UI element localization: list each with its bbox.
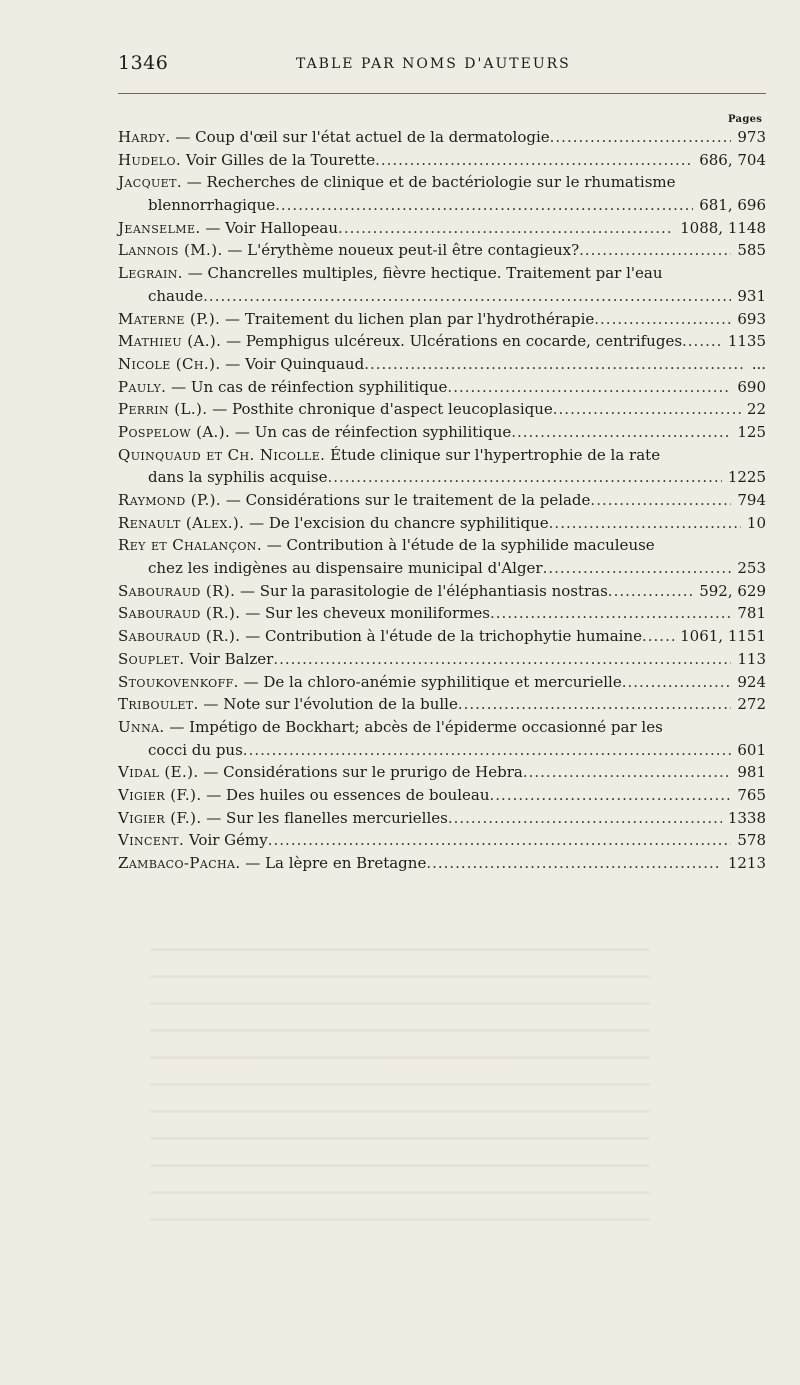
index-entry <box>118 784 766 807</box>
entry-title-continued: blennorrhagique <box>148 196 276 215</box>
entry-pages: 10 <box>746 513 766 532</box>
entry-title: Voir Balzer <box>184 649 274 668</box>
entry-pages: 931 <box>737 286 766 305</box>
entry-author: Jeanselme. <box>118 218 201 237</box>
entry-author: Sabouraud (R.). <box>118 604 241 623</box>
index-entry <box>118 829 766 852</box>
entry-title: — Pemphigus ulcéreux. Ulcérations en cocarde, centrifuges <box>221 332 683 351</box>
dot-leader <box>490 784 732 807</box>
entry-author: Vigier (F.). <box>118 785 202 804</box>
entry-pages: 1213 <box>727 854 766 872</box>
index-entry <box>118 171 766 194</box>
index-entry <box>118 512 766 535</box>
entry-title-continued: chez les indigènes au dispensaire municipal d'Alger <box>148 559 543 578</box>
entry-author: Vidal (E.). <box>118 763 199 782</box>
entry-author: Jacquet. <box>118 173 182 192</box>
author-index <box>118 126 766 875</box>
dot-leader <box>243 739 732 762</box>
dot-leader <box>203 285 731 308</box>
entry-pages: 1088, 1148 <box>680 218 766 237</box>
entry-author: Souplet. <box>118 649 185 668</box>
dot-leader <box>490 602 731 625</box>
entry-title: — Traitement du lichen plan par l'hydrothérapie <box>220 309 595 328</box>
dot-leader <box>553 398 741 421</box>
dot-leader <box>364 353 746 376</box>
dot-leader <box>550 126 732 149</box>
entry-author: Unna. <box>118 717 165 736</box>
dot-leader <box>622 671 732 694</box>
entry-pages: ... <box>751 354 766 373</box>
index-entry <box>118 671 766 694</box>
dot-leader <box>594 308 731 331</box>
index-entry <box>118 716 766 739</box>
entry-author: Triboulet. <box>118 695 199 714</box>
dot-leader <box>511 421 731 444</box>
entry-author: Lannois (M.). <box>118 241 223 260</box>
entry-pages: 973 <box>737 128 766 146</box>
dot-leader <box>273 648 731 671</box>
entry-pages: 113 <box>737 649 766 668</box>
entry-pages: 1225 <box>727 468 766 487</box>
dot-leader <box>543 557 732 580</box>
index-entry <box>118 421 766 444</box>
index-entry-continuation <box>118 285 766 308</box>
index-entry-continuation <box>118 194 766 217</box>
entry-author: Vigier (F.). <box>118 808 202 827</box>
dot-leader <box>448 807 722 830</box>
entry-title: — Chancrelles multiples, fièvre hectique. Traitement par l'eau <box>182 264 663 283</box>
entry-title: — Contribution à l'étude de la syphilide maculeuse <box>262 536 655 555</box>
entry-pages: 981 <box>737 763 766 782</box>
entry-title: — De l'excision du chancre syphilitique <box>244 513 549 532</box>
entry-pages: 592, 629 <box>699 581 766 600</box>
dot-leader <box>579 239 731 262</box>
entry-author: Materne (P.). <box>118 309 221 328</box>
entry-pages: 585 <box>737 241 766 260</box>
entry-author: Hardy. <box>118 128 171 146</box>
entry-title: — Coup d'œil sur l'état actuel de la dermatologie <box>170 128 550 146</box>
entry-title-continued: cocci du pus <box>148 740 243 759</box>
index-entry <box>118 444 766 467</box>
entry-title: — Des huiles ou essences de bouleau <box>201 785 490 804</box>
entry-title: — Impétigo de Bockhart; abcès de l'épiderme occasionné par les <box>164 717 663 736</box>
dot-leader <box>375 149 693 172</box>
entry-pages: 690 <box>737 377 766 396</box>
entry-title: — Un cas de réinfection syphilitique <box>230 422 512 441</box>
dot-leader <box>590 489 731 512</box>
index-entry <box>118 262 766 285</box>
index-entry <box>118 489 766 512</box>
entry-pages: 681, 696 <box>699 196 766 215</box>
entry-title-continued: chaude <box>148 286 204 305</box>
index-entry-continuation <box>118 557 766 580</box>
entry-author: Sabouraud (R). <box>118 581 236 600</box>
entry-title: — De la chloro-anémie syphilitique et mercurielle <box>238 672 622 691</box>
entry-pages: 578 <box>737 831 766 850</box>
index-entry <box>118 330 766 353</box>
entry-author: Sabouraud (R.). <box>118 627 241 646</box>
entry-pages: 1061, 1151 <box>680 627 766 646</box>
page-number: 1346 <box>118 52 169 74</box>
entry-author: Renault (Alex.). <box>118 513 245 532</box>
dot-leader <box>608 580 693 603</box>
index-entry-continuation <box>118 466 766 489</box>
entry-pages: 253 <box>737 559 766 578</box>
entry-author: Legrain. <box>118 264 183 283</box>
entry-title: — Voir Quinquaud <box>220 354 365 373</box>
show-through-text <box>150 930 650 1230</box>
entry-pages: 924 <box>737 672 766 691</box>
index-entry <box>118 807 766 830</box>
dot-leader <box>268 829 732 852</box>
dot-leader <box>549 512 741 535</box>
index-entry <box>118 239 766 262</box>
index-entry <box>118 398 766 421</box>
dot-leader <box>447 376 731 399</box>
index-entry <box>118 648 766 671</box>
entry-title: — Recherches de clinique et de bactériologie sur le rhumatisme <box>182 173 676 192</box>
index-entry <box>118 376 766 399</box>
index-entry <box>118 534 766 557</box>
entry-pages: 693 <box>737 309 766 328</box>
pages-column-label: Pages <box>728 114 763 125</box>
entry-title: — L'érythème noueux peut-il être contagieux? <box>222 241 580 260</box>
entry-pages: 601 <box>737 740 766 759</box>
entry-author: Perrin (L.). <box>118 400 208 419</box>
entry-title: Voir Gémy <box>184 831 268 850</box>
dot-leader <box>642 625 674 648</box>
entry-author: Mathieu (A.). <box>118 332 222 351</box>
entry-title: Voir Gilles de la Tourette <box>181 150 376 169</box>
index-entry <box>118 308 766 331</box>
entry-author: Stoukovenkoff. <box>118 672 239 691</box>
entry-author: Pauly. <box>118 377 167 396</box>
entry-title: — La lèpre en Bretagne <box>240 854 427 872</box>
entry-title: — Note sur l'évolution de la bulle <box>198 695 458 714</box>
entry-pages: 1135 <box>727 332 766 351</box>
dot-leader <box>338 217 674 240</box>
running-title: TABLE PAR NOMS D'AUTEURS <box>296 56 571 72</box>
entry-pages: 794 <box>737 491 766 509</box>
entry-pages: 765 <box>737 785 766 804</box>
entry-title: — Considérations sur le traitement de la pelade <box>221 491 591 509</box>
index-entry <box>118 217 766 240</box>
index-entry <box>118 602 766 625</box>
index-entry <box>118 126 766 149</box>
dot-leader <box>523 761 732 784</box>
entry-title: Étude clinique sur l'hypertrophie de la rate <box>325 445 661 464</box>
page-header <box>118 52 718 82</box>
entry-title: — Sur la parasitologie de l'éléphantiasis nostras <box>235 581 608 600</box>
entry-author: Hudelo. <box>118 150 182 169</box>
entry-author: Nicole (Ch.). <box>118 354 221 373</box>
header-rule <box>118 93 766 94</box>
entry-title: — Considérations sur le prurigo de Hebra <box>198 763 523 782</box>
entry-pages: 686, 704 <box>699 150 766 169</box>
entry-pages: 272 <box>737 695 766 714</box>
entry-author: Zambaco-Pacha. <box>118 854 241 872</box>
index-entry <box>118 693 766 716</box>
index-entry <box>118 625 766 648</box>
index-entry <box>118 852 766 875</box>
entry-pages: 22 <box>746 400 766 419</box>
entry-pages: 781 <box>737 604 766 623</box>
entry-title: — Un cas de réinfection syphilitique <box>166 377 448 396</box>
entry-title: — Posthite chronique d'aspect leucoplasique <box>207 400 553 419</box>
entry-pages: 1338 <box>727 808 766 827</box>
entry-author: Rey et Chalançon. <box>118 536 263 555</box>
entry-title: — Sur les flanelles mercurielles <box>201 808 448 827</box>
entry-title-continued: dans la syphilis acquise <box>148 468 328 487</box>
entry-pages: 125 <box>737 422 766 441</box>
index-entry <box>118 580 766 603</box>
dot-leader <box>458 693 732 716</box>
index-entry-continuation <box>118 739 766 762</box>
dot-leader <box>426 852 721 875</box>
index-entry <box>118 761 766 784</box>
dot-leader <box>682 330 722 353</box>
entry-author: Quinquaud et Ch. Nicolle. <box>118 445 326 464</box>
index-entry <box>118 353 766 376</box>
dot-leader <box>275 194 693 217</box>
entry-author: Pospelow (A.). <box>118 422 231 441</box>
entry-title: — Voir Hallopeau <box>200 218 339 237</box>
entry-title: — Contribution à l'étude de la trichophytie humaine <box>240 627 642 646</box>
index-entry <box>118 149 766 172</box>
entry-title: — Sur les cheveux moniliformes <box>240 604 491 623</box>
dot-leader <box>327 466 721 489</box>
entry-author: Vincent. <box>118 831 185 850</box>
entry-author: Raymond (P.). <box>118 491 222 509</box>
